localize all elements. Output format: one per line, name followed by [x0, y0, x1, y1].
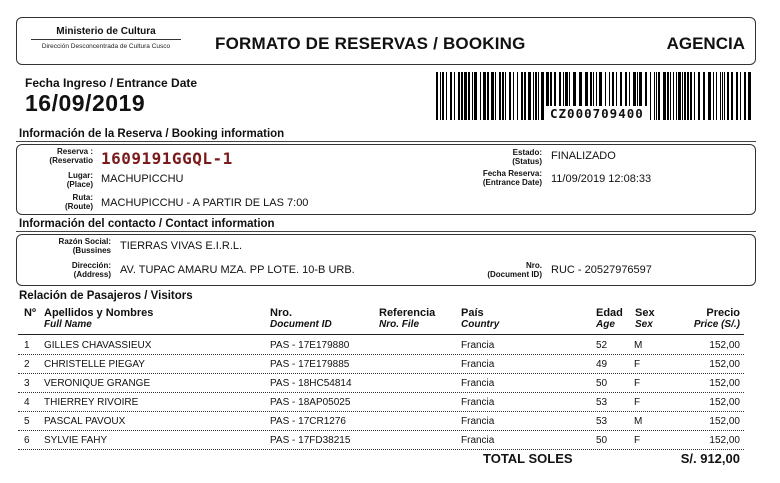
- contact-info-box: [16, 234, 756, 286]
- barcode-bar: [436, 72, 438, 120]
- barcode-bar: [708, 72, 711, 120]
- barcode-bar: [731, 72, 733, 120]
- cell-sex: M: [634, 416, 643, 427]
- cell-num: 2: [24, 359, 30, 370]
- lugar-label: Lugar: (Place): [66, 171, 93, 189]
- table-row: [18, 374, 744, 393]
- cell-country: Francia: [461, 378, 495, 389]
- total-label: TOTAL SOLES: [483, 451, 573, 466]
- cell-sex: F: [634, 378, 641, 389]
- barcode-bar: [703, 72, 705, 120]
- contact-section-rule: [16, 231, 756, 232]
- header-price: Precio Price (S/.): [693, 307, 740, 330]
- barcode-bar: [722, 72, 723, 120]
- barcode-bar: [650, 72, 651, 120]
- barcode-bar: [663, 72, 666, 120]
- cell-name: PASCAL PAVOUX: [44, 416, 126, 427]
- barcode: [434, 72, 754, 124]
- cell-name: CHRISTELLE PIEGAY: [44, 359, 145, 370]
- booking-section-rule: [16, 141, 756, 142]
- cell-doc: PAS - 17E179885: [270, 359, 350, 370]
- table-row: [18, 355, 744, 374]
- barcode-bar: [446, 72, 447, 120]
- cell-num: 3: [24, 378, 30, 389]
- barcode-bar: [538, 72, 539, 120]
- cell-num: 6: [24, 435, 30, 446]
- cell-price: 152,00: [709, 378, 740, 389]
- ministry-direction: Dirección Desconcentrada de Cultura Cusco: [41, 43, 171, 50]
- barcode-bar: [670, 72, 671, 120]
- barcode-bar: [509, 72, 511, 120]
- entrance-date-label: Fecha Ingreso / Entrance Date: [25, 76, 198, 90]
- barcode-bar: [740, 72, 741, 120]
- barcode-bar: [491, 72, 494, 120]
- razon-social-label: Razón Social: (Bussines: [58, 237, 111, 255]
- document-header: [16, 17, 756, 65]
- barcode-bar: [541, 72, 544, 120]
- cell-age: 49: [596, 359, 608, 370]
- barcode-bar: [716, 72, 717, 120]
- cell-country: Francia: [461, 359, 495, 370]
- barcode-bar: [687, 72, 689, 120]
- barcode-bar: [502, 72, 504, 120]
- direccion-value: AV. TUPAC AMARU MZA. PP LOTE. 10-B URB.: [120, 264, 355, 276]
- barcode-bar: [450, 72, 452, 120]
- barcode-bar: [724, 72, 725, 120]
- header-doc: Nro. Document ID: [270, 307, 332, 330]
- reserva-label: Reserva : (Reservatio: [49, 147, 93, 165]
- header-num: Nº: [24, 307, 36, 319]
- barcode-bar: [698, 72, 700, 120]
- barcode-bar: [472, 72, 473, 120]
- contact-section-title: Información del contacto / Contact information: [19, 218, 275, 230]
- table-row: [18, 431, 744, 450]
- barcode-bar: [442, 72, 444, 120]
- barcode-bar: [513, 72, 514, 120]
- fecha-reserva-value: 11/09/2019 12:08:33: [551, 173, 652, 185]
- cell-country: Francia: [461, 416, 495, 427]
- form-title: FORMATO DE RESERVAS / BOOKING: [215, 34, 526, 53]
- header-age: Edad Age: [596, 307, 623, 330]
- barcode-bar: [673, 72, 674, 120]
- barcode-bar: [736, 72, 738, 120]
- cell-age: 50: [596, 378, 608, 389]
- total-value: S/. 912,00: [680, 451, 740, 466]
- cell-country: Francia: [461, 397, 495, 408]
- cell-num: 1: [24, 340, 30, 351]
- cell-num: 4: [24, 397, 30, 408]
- barcode-bar: [454, 72, 455, 120]
- cell-doc: PAS - 18AP05025: [270, 397, 351, 408]
- barcode-bar: [533, 72, 534, 120]
- barcode-bar: [521, 72, 523, 120]
- cell-doc: PAS - 17E179880: [270, 340, 350, 351]
- cell-age: 52: [596, 340, 608, 351]
- cell-sex: F: [634, 359, 641, 370]
- ruta-label: Ruta: (Route): [65, 193, 93, 211]
- barcode-code: CZ000709400: [546, 106, 648, 121]
- barcode-bar: [667, 72, 669, 120]
- cell-sex: F: [634, 435, 641, 446]
- estado-label: Estado: (Status): [512, 148, 542, 166]
- barcode-bar: [690, 72, 692, 120]
- barcode-bar: [480, 72, 481, 120]
- barcode-bar: [676, 72, 677, 120]
- cell-price: 152,00: [709, 416, 740, 427]
- cell-price: 152,00: [709, 435, 740, 446]
- estado-value: FINALIZADO: [551, 150, 616, 162]
- barcode-bar: [656, 72, 657, 120]
- cell-price: 152,00: [709, 397, 740, 408]
- reserva-value: 1609191GGQL-1: [101, 149, 233, 168]
- header-country: País Country: [461, 307, 500, 330]
- table-row: [18, 412, 744, 431]
- barcode-bar: [720, 72, 721, 120]
- barcode-bar: [461, 72, 463, 120]
- cell-sex: M: [634, 340, 643, 351]
- nro-document-value: RUC - 20527976597: [551, 264, 652, 276]
- barcode-bar: [694, 72, 695, 120]
- header-ref: Referencia Nro. File: [379, 307, 436, 330]
- cell-name: SYLVIE FAHY: [44, 435, 108, 446]
- barcode-bar: [684, 72, 686, 120]
- cell-country: Francia: [461, 340, 495, 351]
- agency-label: AGENCIA: [666, 34, 745, 53]
- ministry-name: Ministerio de Cultura: [31, 26, 181, 40]
- cell-price: 152,00: [709, 340, 740, 351]
- booking-info-box: [16, 144, 756, 215]
- barcode-bar: [487, 72, 489, 120]
- cell-doc: PAS - 17FD38215: [270, 435, 351, 446]
- barcode-bar: [658, 72, 660, 120]
- barcode-bar: [528, 72, 531, 120]
- passengers-section-title: Relación de Pasajeros / Visitors: [19, 290, 193, 302]
- barcode-bar: [440, 72, 441, 120]
- cell-age: 50: [596, 435, 608, 446]
- header-sex: Sex Sex: [635, 307, 655, 330]
- table-header-rule: [18, 334, 744, 335]
- direccion-label: Dirección: (Address): [71, 261, 111, 279]
- barcode-bar: [474, 72, 477, 120]
- cell-doc: PAS - 18HC54814: [270, 378, 352, 389]
- barcode-bar: [468, 72, 470, 120]
- table-row: [18, 336, 744, 355]
- barcode-bar: [464, 72, 467, 120]
- barcode-bar: [654, 72, 655, 120]
- fecha-reserva-label: Fecha Reserva: (Entrance Date): [482, 169, 542, 187]
- cell-country: Francia: [461, 435, 495, 446]
- nro-document-label: Nro. (Document ID): [487, 261, 542, 279]
- barcode-bar: [713, 72, 714, 120]
- cell-name: VERONIQUE GRANGE: [44, 378, 151, 389]
- barcode-bar: [495, 72, 496, 120]
- barcode-bar: [483, 72, 486, 120]
- cell-price: 152,00: [709, 359, 740, 370]
- cell-doc: PAS - 17CR1276: [270, 416, 346, 427]
- ministry-block: [31, 26, 181, 51]
- booking-section-title: Información de la Reserva / Booking information: [19, 128, 285, 140]
- barcode-bar: [458, 72, 460, 120]
- barcode-bar: [505, 72, 506, 120]
- cell-name: GILLES CHAVASSIEUX: [44, 340, 152, 351]
- barcode-bar: [678, 72, 681, 120]
- lugar-value: MACHUPICCHU: [101, 173, 184, 185]
- barcode-bar: [524, 72, 526, 120]
- razon-social-value: TIERRAS VIVAS E.I.R.L.: [120, 240, 243, 252]
- cell-num: 5: [24, 416, 30, 427]
- table-row: [18, 393, 744, 412]
- barcode-bar: [727, 72, 729, 120]
- ruta-value: MACHUPICCHU - A PARTIR DE LAS 7:00: [101, 197, 309, 209]
- cell-age: 53: [596, 397, 608, 408]
- cell-age: 53: [596, 416, 608, 427]
- barcode-bar: [499, 72, 501, 120]
- cell-sex: F: [634, 397, 641, 408]
- barcode-bar: [682, 72, 683, 120]
- barcode-bar: [535, 72, 537, 120]
- entrance-date-value: 16/09/2019: [25, 90, 146, 116]
- barcode-bar: [748, 72, 751, 120]
- cell-name: THIERREY RIVOIRE: [44, 397, 139, 408]
- barcode-bar: [517, 72, 518, 120]
- header-name: Apellidos y Nombres Full Name: [44, 307, 154, 330]
- barcode-bar: [744, 72, 746, 120]
